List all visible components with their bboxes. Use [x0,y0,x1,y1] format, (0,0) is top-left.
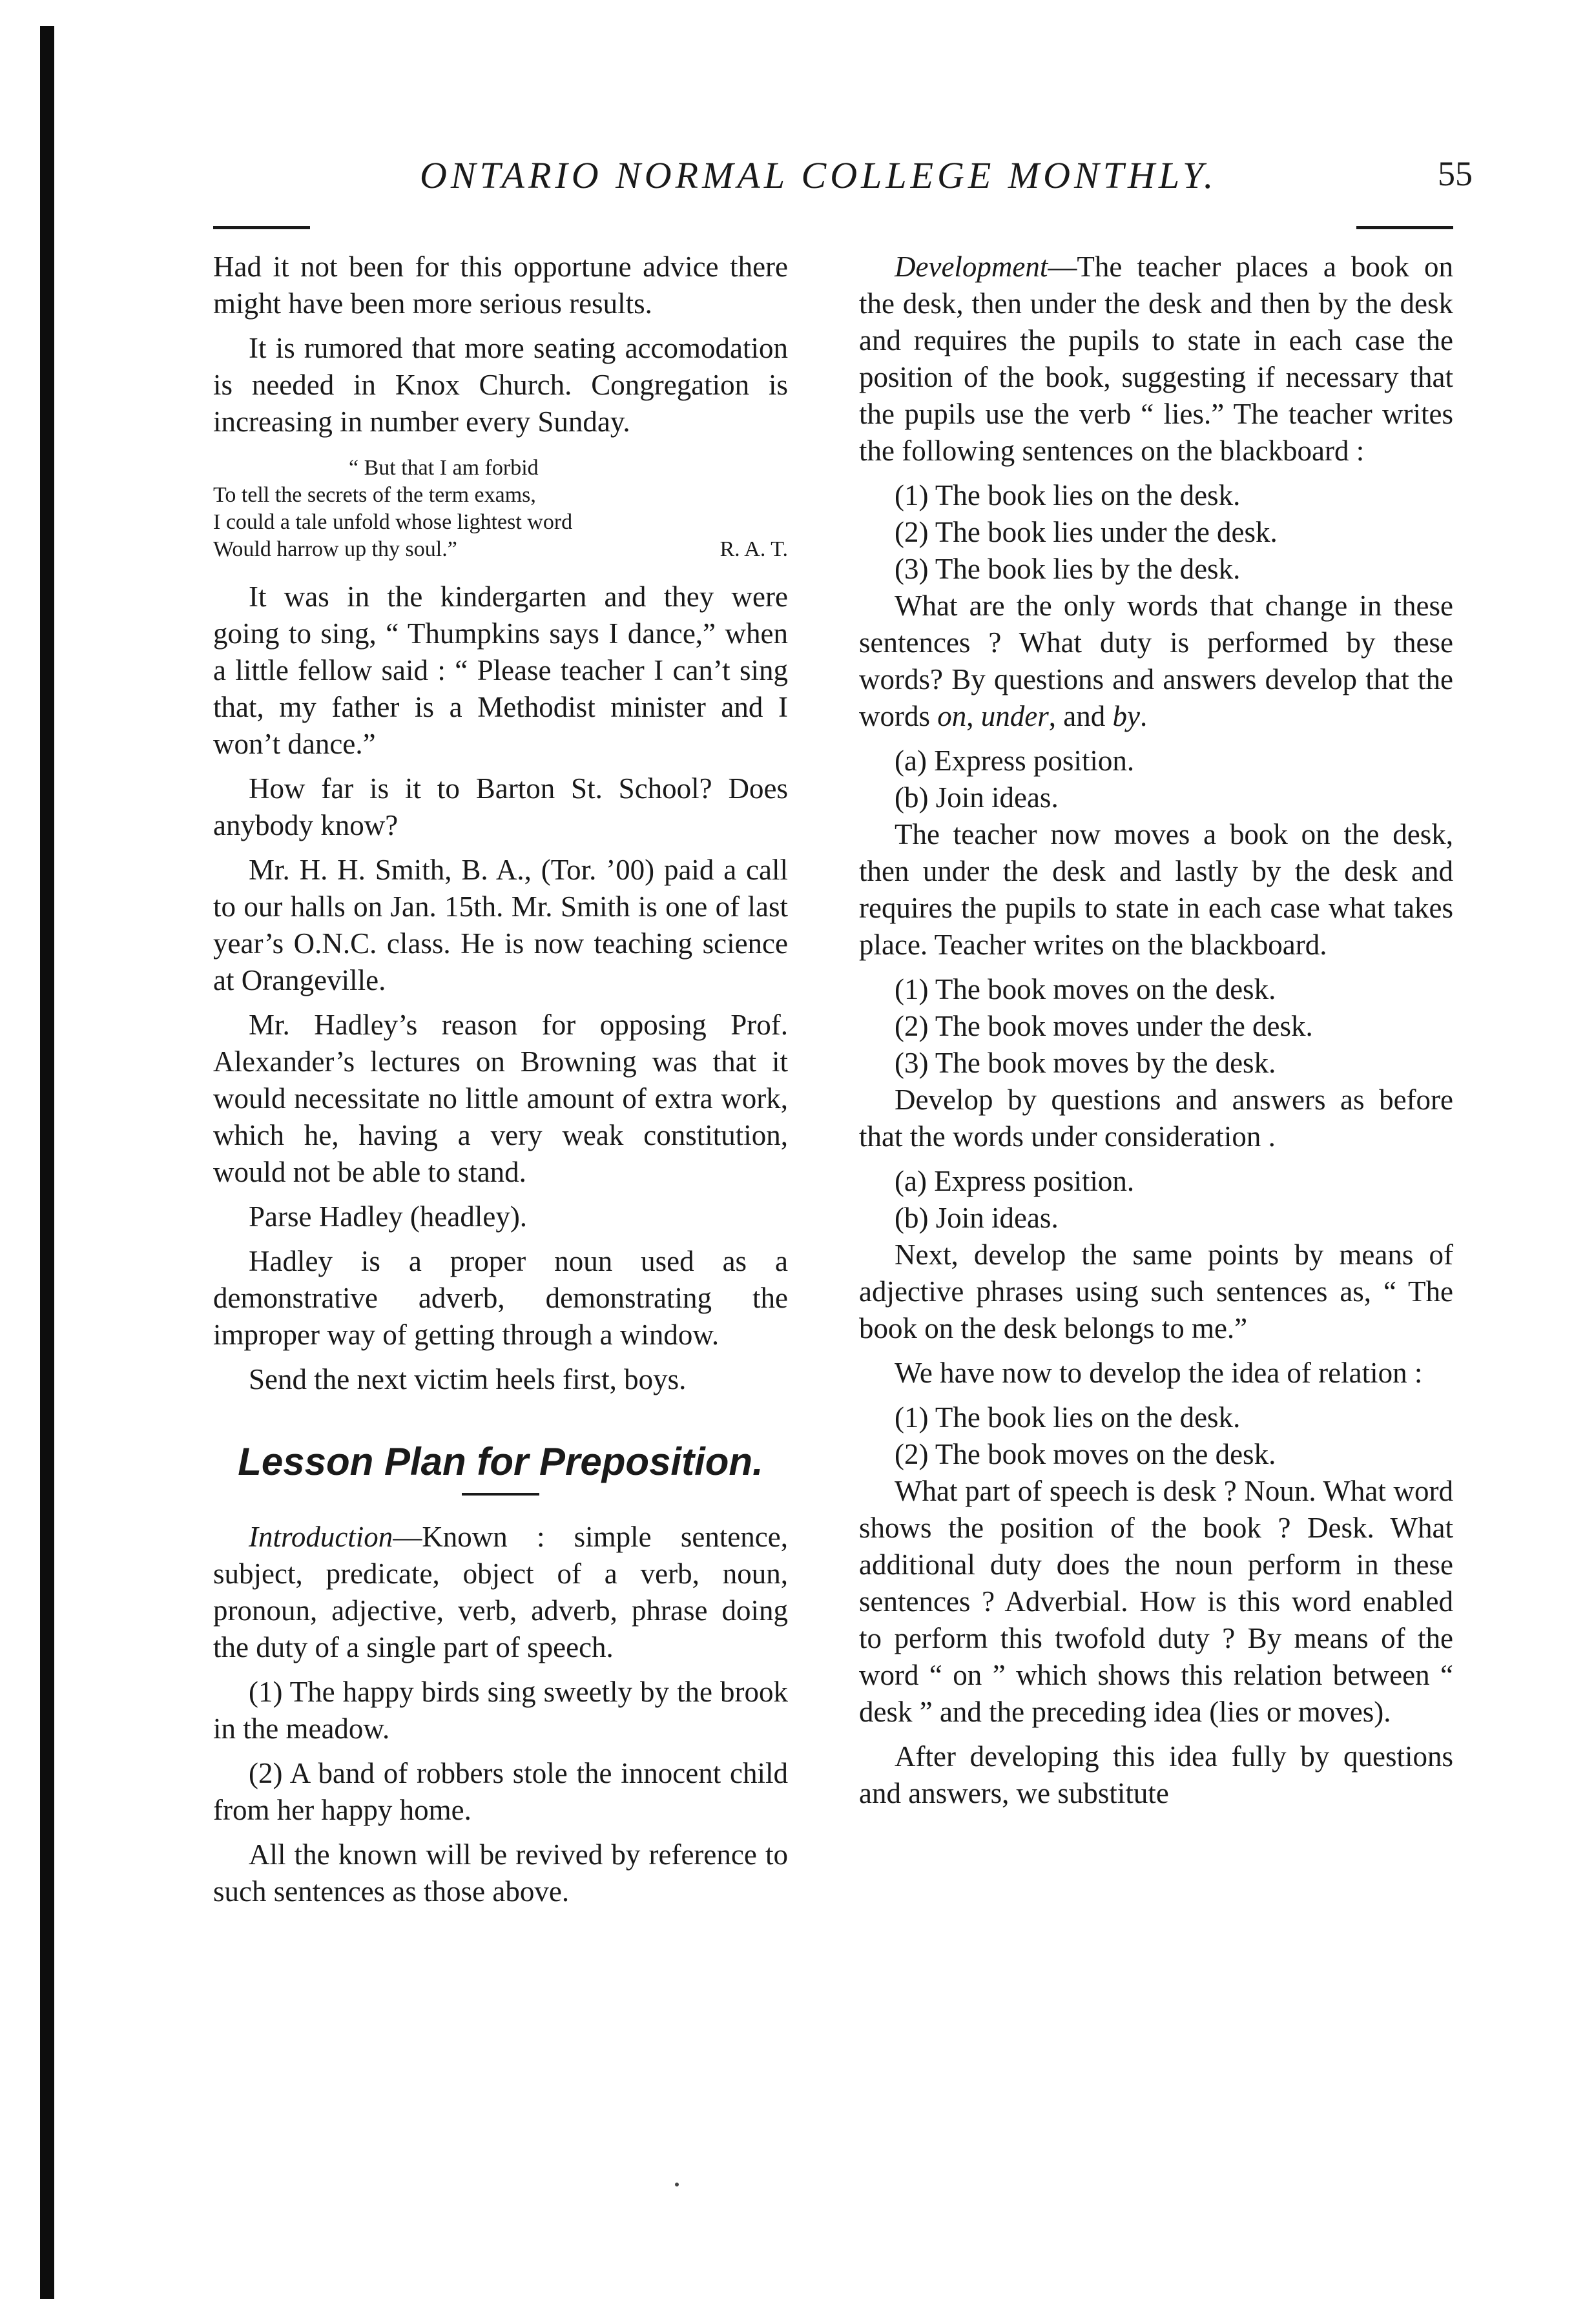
poem-line-3: I could a tale unfold whose lightest word [213,510,573,534]
page-binding-edge [40,26,54,2299]
paragraph-knox-church: It is rumored that more seating accomodation is needed in Knox Church. Congregation is increasing in number every Sunday. [213,332,788,438]
printer-speck [675,2183,679,2186]
paragraph-mr-smith: Mr. H. H. Smith, B. A., (Tor. ’00) paid a call to our halls on Jan. 15th. Mr. Smith is one of last year’s O.N.C. class. He is now teaching science at Orangeville. [213,854,788,996]
sentence-lies-on: (1) The book lies on the desk. [895,479,1241,511]
paragraph-introduction [213,1519,788,1666]
paragraph-only-words: What are the only words that change in these sentences ? What duty is performed by these words? By questions and answers develop that the words on, under, and by. [859,590,1453,732]
poem-line-4 [213,536,788,563]
paragraph-mr-hadley: Mr. Hadley’s reason for opposing Prof. Alexander’s lectures on Browning was that it would necessitate no little amount of extra work, which he, having a very weak constitution, would not be able to stand. [213,1009,788,1188]
poem-line-4-text: Would harrow up thy soul.” [213,537,457,561]
q1-end: . [1139,700,1148,732]
left-column [213,249,788,1918]
poem-line-2: To tell the secrets of the term exams, [213,483,536,507]
right-header-rule [1356,226,1453,229]
word-on: on [937,700,967,732]
poem-quotation [213,455,788,563]
q1-start: What are the only words that change in these sentences ? What duty is performed by these words? By questions and answers develop that the words [859,590,1453,732]
development-text: —The teacher places a book on the desk, then under the desk and then by the desk and requires the pupils to state in each case the position of the book, suggesting if necessary that the pupils use the verb “ lies.” The teacher writes the following sentences on the blackboard : [859,251,1453,467]
sentence-lies-under: (2) The book lies under the desk. [895,516,1278,548]
running-head: ONTARIO NORMAL COLLEGE MONTHLY. [420,154,1217,196]
title-rule [462,1493,539,1496]
sentence-moves-by: (3) The book moves by the desk. [895,1047,1276,1079]
paragraph-idea-of-relation: We have now to develop the idea of relation : [895,1357,1423,1389]
lesson-plan-title: Lesson Plan for Preposition. [238,1440,763,1483]
page-number: 55 [1438,154,1473,193]
poem-signature: R. A. T. [720,537,788,561]
sentence-moves-on: (1) The book moves on the desk. [895,973,1276,1005]
sentence-moves-under: (2) The book moves under the desk. [895,1010,1313,1042]
paragraph-teacher-moves: The teacher now moves a book on the desk, then under the desk and lastly by the desk and requires the pupils to state in each case what takes place. Teacher writes on the blackboard. [859,818,1453,961]
paragraph-opportune-advice: Had it not been for this opportune advice there might have been more serious results. [213,251,788,320]
introduction-label: Introduction [249,1521,393,1553]
q1-and: , and [1048,700,1113,732]
example-sentence-2: (2) A band of robbers stole the innocent child from her happy home. [213,1757,788,1826]
point-join-ideas-1: (b) Join ideas. [895,781,1059,814]
paragraph-barton-school: How far is it to Barton St. School? Does anybody know? [213,772,788,841]
paragraph-next-victim: Send the next victim heels first, boys. [249,1363,687,1395]
point-express-position-1: (a) Express position. [895,745,1135,777]
relation-sentence-2: (2) The book moves on the desk. [895,1438,1276,1470]
right-column [859,249,1453,1820]
page-header [213,154,1473,205]
paragraph-hadley-noun: Hadley is a proper noun used as a demonstrative adverb, demonstrating the improper way of getting through a window. [213,1245,788,1351]
paragraph-after-developing: After developing this idea fully by questions and answers, we substitute [859,1740,1453,1809]
introduction-text: —Known : simple sentence, subject, predicate, object of a verb, noun, pronoun, adjective, verb, adverb, phrase doing the duty of a single part of speech. [213,1521,788,1663]
word-under: under [980,700,1049,732]
point-express-position-2: (a) Express position. [895,1165,1135,1197]
paragraph-adjective-phrases: Next, develop the same points by means of adjective phrases using such sentences as, “ The book on the desk belongs to me.” [859,1239,1453,1344]
point-join-ideas-2: (b) Join ideas. [895,1202,1059,1234]
word-by: by [1112,700,1140,732]
left-header-rule [213,226,310,229]
poem-line-1: “ But that I am forbid [349,456,539,480]
paragraph-part-of-speech: What part of speech is desk ? Noun. What word shows the position of the book ? Desk. What additional duty does the noun perform in these sentences ? Adverbial. How is this word enabled to perform this twofold duty ? By means of the word “ on ” which shows this relation between “ desk ” and the preceding idea (lies or moves). [859,1475,1453,1728]
paragraph-known-revived: All the known will be revived by reference to such sentences as those above. [213,1838,788,1908]
paragraph-develop-before: Develop by questions and answers as before that the words under consideration . [859,1084,1453,1153]
paragraph-parse-hadley: Parse Hadley (headley). [249,1200,528,1233]
example-sentence-1: (1) The happy birds sing sweetly by the brook in the meadow. [213,1676,788,1745]
relation-sentence-1: (1) The book lies on the desk. [895,1401,1241,1434]
paragraph-development [859,249,1453,469]
paragraph-kindergarten: It was in the kindergarten and they were going to sing, “ Thumpkins says I dance,” when a little fellow said : “ Please teacher I can’t sing that, my father is a Methodist minister and I won’t dance.” [213,581,788,760]
development-label: Development [895,251,1048,283]
sentence-lies-by: (3) The book lies by the desk. [895,553,1241,585]
